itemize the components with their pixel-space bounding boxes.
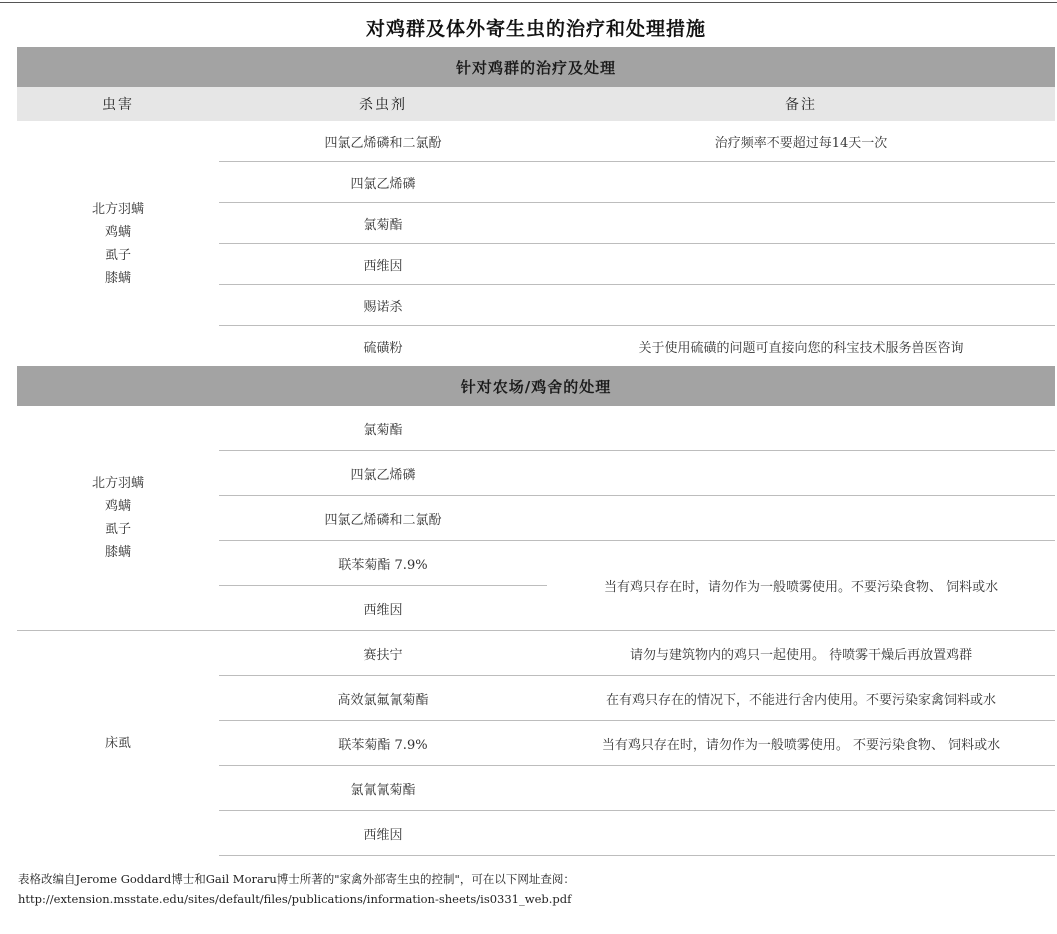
column-header-pest: 虫害 — [17, 87, 219, 121]
insecticide-cell: 四氯乙烯磷和二氯酚 — [219, 121, 547, 162]
footnote-url: http://extension.msstate.edu/sites/default/files/publications/information-sheets/is0331_web.pdf — [18, 892, 572, 906]
section-header-flock — [17, 47, 1055, 87]
column-header-note: 备注 — [547, 87, 1055, 121]
pest-cell — [17, 406, 219, 631]
insecticide-cell: 赐诺杀 — [219, 285, 547, 326]
insecticide-cell: 氯菊酯 — [219, 406, 547, 451]
section-header-label: 针对农场/鸡舍的处理 — [17, 366, 1055, 406]
section-header-label: 针对鸡群的治疗及处理 — [17, 47, 1055, 87]
note-cell — [547, 406, 1055, 451]
note-cell — [547, 811, 1055, 856]
table-row — [17, 631, 1055, 676]
insecticide-cell: 西维因 — [219, 811, 547, 856]
footnote — [18, 869, 575, 909]
note-cell — [547, 496, 1055, 541]
pest-name: 鸡螨 — [104, 499, 131, 514]
pest-cell: 床虱 — [104, 735, 131, 751]
column-header-insecticide: 杀虫剂 — [219, 87, 547, 121]
pest-name: 膝螨 — [104, 270, 131, 286]
note-cell: 治疗频率不要超过每14天一次 — [547, 121, 1055, 162]
insecticide-cell: 西维因 — [219, 244, 547, 285]
top-rule — [0, 2, 1057, 3]
column-header-row — [17, 87, 1055, 121]
note-cell — [547, 451, 1055, 496]
insecticide-cell: 西维因 — [219, 586, 547, 631]
pest-name: 虱子 — [104, 522, 131, 537]
treatment-table — [17, 47, 1055, 856]
note-cell — [547, 244, 1055, 285]
note-cell — [547, 766, 1055, 811]
insecticide-cell: 高效氯氟氰菊酯 — [219, 676, 547, 721]
note-cell — [547, 203, 1055, 244]
pest-name: 北方羽螨 — [91, 201, 144, 217]
table-row — [17, 121, 1055, 162]
pest-name: 鸡螨 — [104, 224, 131, 240]
section-header-farm — [17, 366, 1055, 406]
insecticide-cell: 赛扶宁 — [219, 631, 547, 676]
pest-cell — [17, 121, 219, 366]
note-cell: 关于使用硫磺的问题可直接向您的科宝技术服务兽医咨询 — [638, 340, 964, 356]
pest-name: 北方羽螨 — [91, 476, 144, 491]
page-title: 对鸡群及体外寄生虫的治疗和处理措施 — [365, 18, 706, 40]
insecticide-cell: 四氯乙烯磷 — [219, 162, 547, 203]
note-cell — [547, 162, 1055, 203]
insecticide-cell: 氯氰氰菊酯 — [219, 766, 547, 811]
insecticide-cell: 硫磺粉 — [363, 340, 403, 356]
insecticide-cell: 氯菊酯 — [219, 203, 547, 244]
pest-name: 膝螨 — [104, 545, 131, 560]
note-cell — [547, 285, 1055, 326]
insecticide-cell: 联苯菊酯 7.9% — [219, 541, 547, 586]
note-cell: 当有鸡只存在时，请勿作为一般喷雾使用。 不要污染食物、 饲料或水 — [547, 721, 1055, 766]
note-cell: 在有鸡只存在的情况下，不能进行舍内使用。不要污染家禽饲料或水 — [547, 676, 1055, 721]
note-cell: 请勿与建筑物内的鸡只一起使用。 待喷雾干燥后再放置鸡群 — [547, 631, 1055, 676]
pest-name: 虱子 — [104, 247, 131, 263]
insecticide-cell: 四氯乙烯磷和二氯酚 — [219, 496, 547, 541]
note-cell: 当有鸡只存在时，请勿作为一般喷雾使用。不要污染食物、 饲料或水 — [547, 541, 1055, 631]
insecticide-cell: 联苯菊酯 7.9% — [219, 721, 547, 766]
table-row — [17, 406, 1055, 451]
footnote-source: 表格改编自Jerome Goddard博士和Gail Moraru博士所著的"家禽外部寄生虫的控制"，可在以下网址查阅： — [18, 872, 575, 886]
insecticide-cell: 四氯乙烯磷 — [219, 451, 547, 496]
